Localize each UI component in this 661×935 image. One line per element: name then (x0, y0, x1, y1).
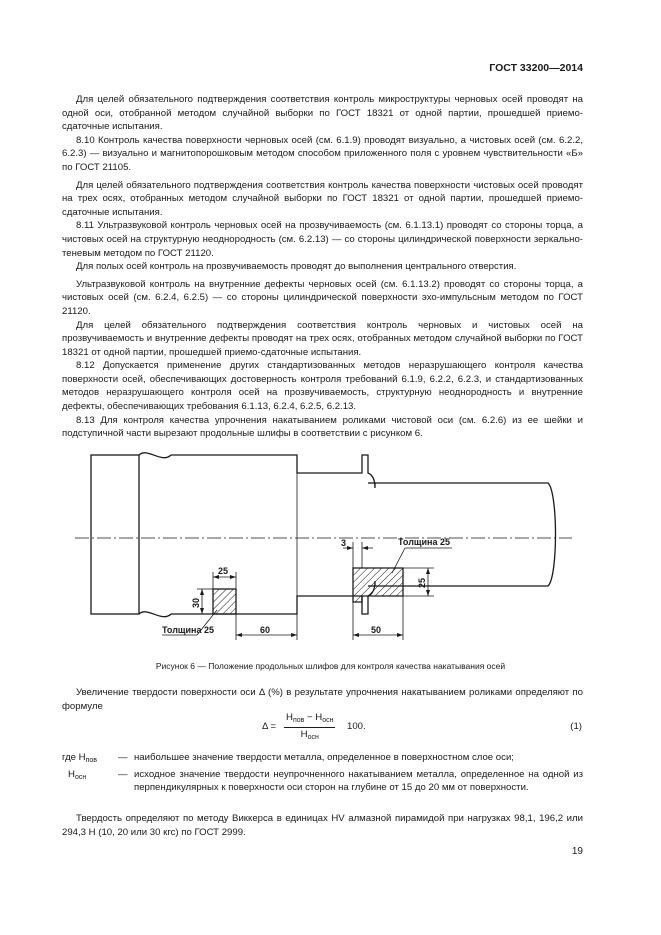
dim-25-right: 25 (417, 577, 427, 588)
dim-50: 50 (371, 625, 382, 635)
sample-right (353, 568, 403, 602)
paragraph: Ультразвуковой контроль на внутренние дефекты черновых осей (см. 6.1.13.2) проводят со стороны торца, а чистовых осей (см. 6.2.4, 6.2.5) — со стороны цилиндрической поверхности эхо-импульсным методом по ГОСТ 21120. (62, 278, 583, 317)
formula-denominator: $H_{осн}$ (300, 729, 319, 741)
where-row: $H_{осн}$ — исходное значение твердости неупрочненного накатыванием металла, определенное на одной из перпендикулярных к поверхности оси сторон на глубине от 15 до 20 мм от поверхности. (68, 768, 583, 794)
paragraph: Для полых осей контроль на прозвучиваемость проводят до выполнения центрального отверстия. (76, 261, 517, 273)
break-line (139, 453, 171, 617)
figure-6-axle-drawing (62, 442, 602, 652)
formula-tail: 100. (347, 721, 366, 732)
paragraph: Для целей обязательного подтверждения соответствия контроль микроструктуры черновых осей проводят на одной оси, отобранной методом случайной выборки по ГОСТ 18321 от одной партии, прошедшей приемо-сдаточные испытания. (62, 94, 583, 133)
paragraph: Для целей обязательного подтверждения соответствия контроль качества поверхности чистовых осей проводят на трех осях, отобранных методом случайной выборки по ГОСТ 18321 от одной партии, прошедшей приемо-сдаточные испытания. (62, 179, 583, 218)
paragraph: 8.12 Допускается применение других стандартизованных методов неразрушающего контроля качества поверхности осей, обеспечивающих достоверность контроля требований 6.1.9, 6.2.2, 6.2.3, и стандартизованных методов неразрушающего контроля осей на прозвучиваемость, структурную неоднородность и внутренние дефекты, обеспечивающих требования 6.1.13, 6.2.4, 6.2.5, 6.2.13. (62, 360, 583, 413)
paragraph: Твердость определяют по методу Виккерса в единицах HV алмазной пирамидой при нагрузках 98,1, 196,2 или 294,3 Н (10, 20 или 30 кгс) по ГОСТ 2999. (62, 813, 583, 838)
paragraph: 8.10 Контроль качества поверхности черновых осей (см. 6.1.9) проводят визуально, а чистовых осей (см. 6.2.2, 6.2.3) — визуально и магнитопорошковым методом способом приложенного поля с уровнем чувствительности «Б» по ГОСТ 21105. (62, 134, 583, 173)
formula-1 (262, 712, 582, 742)
formula-intro: Увеличение твердости поверхности оси Δ (%) в результате упрочнения накатыванием роликами определяют по формуле (62, 687, 583, 712)
formula-lhs: Δ = (262, 721, 277, 732)
where-row: где $H_{пов}$ — наибольшее значение твердости металла, определенное в поверхностном слое оси; (62, 752, 514, 764)
main-text (62, 93, 583, 441)
formula-fraction (284, 712, 335, 744)
formula-numerator: $H_{пов} - H_{осн}$ (284, 712, 335, 728)
thickness-left-label: Толщина 25 (162, 625, 215, 635)
formula-number: (1) (570, 721, 582, 732)
figure-caption: Рисунок 6 — Положение продольных шлифов для контроля качества накатывания осей (155, 661, 506, 671)
paragraph: 8.11 Ультразвуковой контроль черновых осей на прозвучиваемость (см. 6.1.13.1) проводят со стороны торца, а чистовых осей на структурную неоднородность (см. 6.2.13) — со стороны цилиндрической поверхности зеркально-теневым методом по ГОСТ 21120. (62, 220, 583, 259)
dim-30: 30 (191, 597, 201, 608)
paragraph: 8.13 Для контроля качества упрочнения накатыванием роликами чистовой оси (см. 6.2.6) из ее шейки и подступичной части вырезают продольные шлифы в соответствии с рисунком 6. (62, 414, 583, 440)
dim-25-left: 25 (218, 566, 229, 576)
formula-intro-block (62, 686, 583, 713)
page-number: 19 (571, 846, 583, 857)
final-paragraph-block (62, 812, 583, 839)
dim-60: 60 (260, 625, 271, 635)
document-header: ГОСТ 33200—2014 (489, 62, 583, 74)
thickness-right-label: Толщина 25 (398, 537, 451, 547)
axle-end-block (91, 455, 139, 614)
where-block (62, 751, 583, 795)
dim-3: 3 (341, 538, 347, 548)
paragraph: Для целей обязательного подтверждения соответствия контроль черновых и чистовых осей на прозвучиваемость и внутренние дефекты проводят на трех осях, отобранных методом случайной выборки по ГОСТ 18321 от одной партии, прошедшей приемо-сдаточные испытания. (62, 319, 583, 358)
